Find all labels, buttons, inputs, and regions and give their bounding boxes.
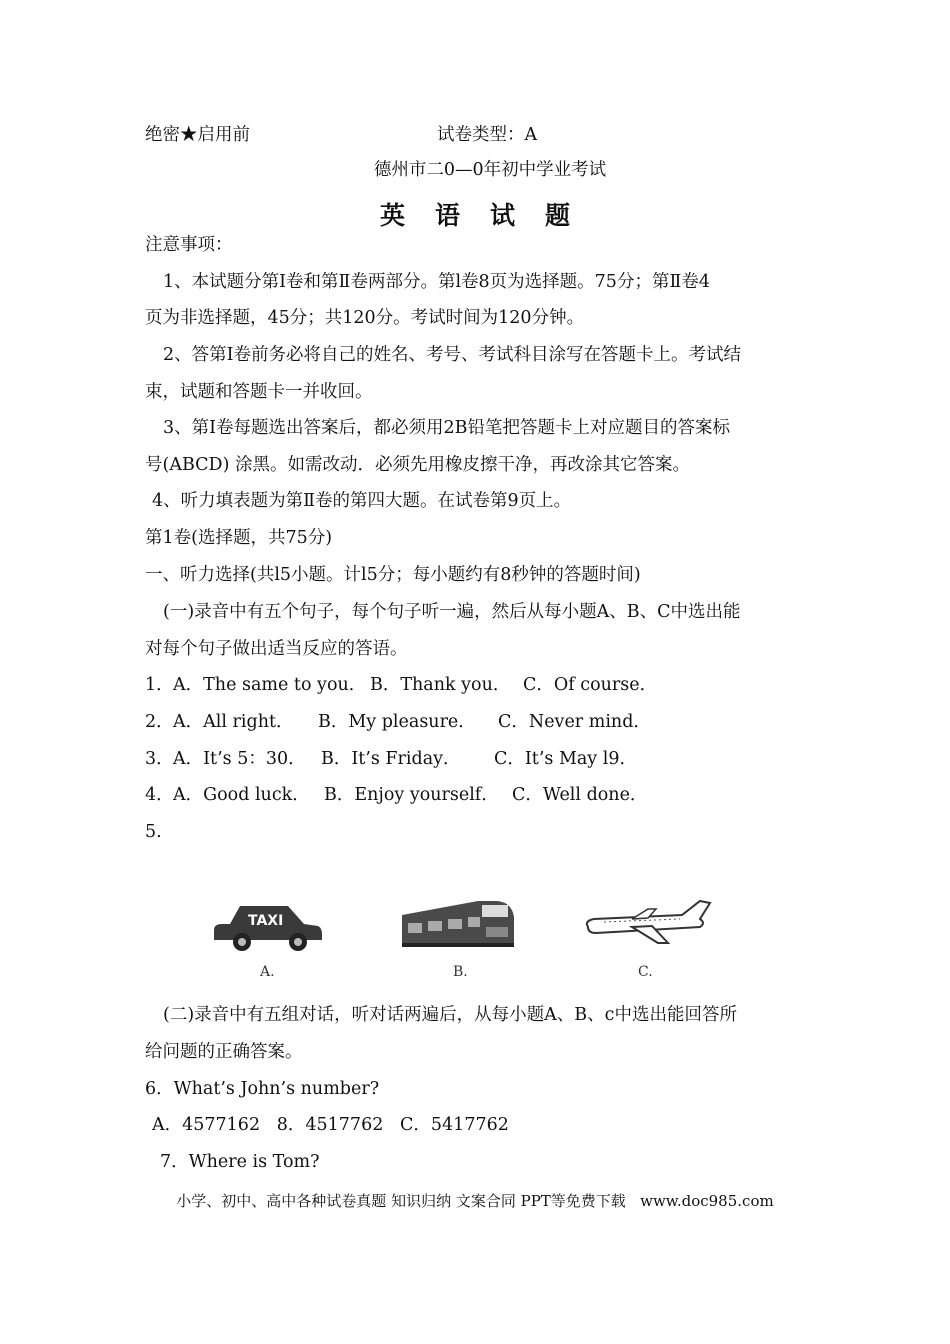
taxi-text: TAXI [248,913,284,929]
option-a: A．The same to you． [173,675,367,695]
option-b: B．My pleasure． [318,712,476,732]
option-b: B．It’s Friday． [321,749,461,769]
picture-label-b: B. [453,964,468,980]
note-3-line-2: 号(ABCD) 涂黑。如需改动．必须先用橡皮擦干净，再改涂其它答案。 [145,455,690,475]
question-number: 4． [145,785,174,805]
picture-label-a: A. [260,964,275,980]
page-footer: 小学、初中、高中各种试卷真题 知识归纳 文案合同 PPT等免费下载 www.doc985.com [176,1192,774,1210]
note-4: 4、听力填表题为第Ⅱ卷的第四大题。在试卷第9页上。 [152,491,572,511]
taxi-icon [212,900,324,955]
note-2-line-2: 束，试题和答题卡一并收回。 [145,382,373,402]
sub-part-2-line-1: (二)录音中有五组对话，听对话两遍后，从每小题A、B、c中选出能回答所 [163,1005,737,1025]
paper-type: 试卷类型：A [437,125,538,145]
question-number: 1． [145,675,174,695]
option-a: A．It’s 5：30． [173,749,306,769]
option-c: C．Of course． [523,675,658,695]
note-2-line-1: 2、答第I卷前务必将自己的姓名、考号、考试科目涂写在答题卡上。考试结 [163,345,742,365]
option-c: C．Well done． [512,785,648,805]
note-1-line-1: 1、本试题分第I卷和第Ⅱ卷两部分。第l卷8页为选择题。75分；第Ⅱ卷4 [163,272,710,292]
option-a: A．Good luck． [173,785,310,805]
page-title: 英语试题 [379,201,600,230]
question-7: 7．Where is Tom? [160,1152,320,1172]
question-number: 2． [145,712,174,732]
section-1-heading: 第1卷(选择题，共75分) [145,528,333,548]
exam-subtitle: 德州市二0—0年初中学业考试 [373,160,607,180]
note-3-line-1: 3、第I卷每题选出答案后，都必须用2B铅笔把答题卡上对应题目的答案标 [163,418,731,438]
option-c: C．It’s May l9． [494,749,637,769]
secret-label: 绝密★启用前 [145,125,250,145]
airplane-icon [582,897,716,947]
question-6-options: A．4577162 8．4517762 C．5417762 [152,1115,509,1135]
sub-part-1-line-1: (一)录音中有五个句子，每个句子听一遍，然后从每小题A、B、C中选出能 [163,602,741,622]
sub-part-2-line-2: 给问题的正确答案。 [145,1042,303,1062]
question-number: 3． [145,749,174,769]
part-1-heading: 一、听力选择(共l5小题。计l5分；每小题约有8秒钟的答题时间) [145,565,641,585]
option-a: A．All right． [173,712,294,732]
question-6: 6．What’s John’s number? [145,1079,380,1099]
option-b: B．Enjoy yourself． [324,785,499,805]
train-icon [398,893,516,953]
question-number: 5. [145,822,162,842]
notes-heading: 注意事项： [145,235,233,255]
option-c: C．Never mind． [498,712,651,732]
note-1-line-2: 页为非选择题，45分；共120分。考试时间为120分钟。 [145,308,585,328]
picture-label-c: C. [638,964,653,980]
option-b: B．Thank you． [370,675,511,695]
sub-part-1-line-2: 对每个句子做出适当反应的答语。 [145,639,408,659]
